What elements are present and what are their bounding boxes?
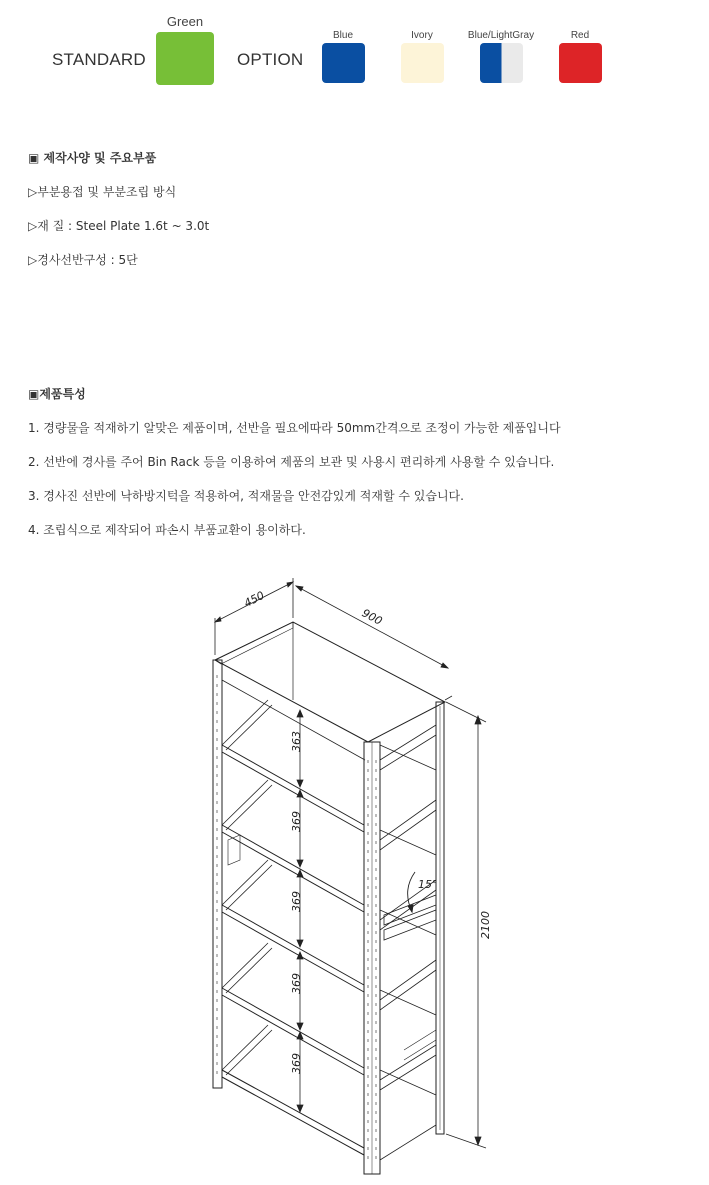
color-options-bar — [0, 0, 709, 100]
swatch-name-green: Green — [166, 14, 204, 29]
shelf-gap-label-3: 369 — [290, 891, 303, 912]
spec-item: ▷재 질 : Steel Plate 1.6t ~ 3.0t — [28, 219, 210, 233]
depth-label: 450 — [241, 588, 267, 610]
swatch-name-blue-lightgray: Blue/LightGray — [467, 30, 535, 41]
swatch-red — [550, 30, 610, 83]
swatch-ivory — [392, 30, 452, 83]
feature-item: 3. 경사진 선반에 낙하방지턱을 적용하여, 적재물을 안전감있게 적재할 수 있습니다. — [28, 489, 464, 503]
feature-item: 2. 선반에 경사를 주어 Bin Rack 등을 이용하여 제품의 보관 및 사용시 편리하게 사용할 수 있습니다. — [28, 455, 555, 469]
spec-item: ▷부분용접 및 부분조립 방식 — [28, 185, 177, 199]
shelf-gap-label-4: 369 — [290, 973, 303, 994]
swatch-color-green — [156, 32, 214, 85]
feature-heading: ▣제품특성 — [28, 387, 86, 401]
height-label: 2100 — [479, 911, 492, 939]
rack-drawing-svg — [0, 560, 709, 1181]
shelf-gap-label-1: 363 — [290, 731, 303, 752]
rack-drawing — [0, 560, 709, 1181]
front-left-post — [213, 660, 222, 1088]
swatch-color-blue-lightgray — [480, 43, 523, 83]
swatch-name-blue: Blue — [332, 30, 353, 41]
width-dimension — [296, 586, 452, 700]
swatch-blue — [313, 30, 373, 83]
width-label: 900 — [359, 606, 385, 628]
feature-item: 4. 조립식으로 제작되어 파손시 부품교환이 용이하다. — [28, 523, 306, 537]
feature-section — [28, 387, 561, 557]
angle-label: 15° — [418, 878, 438, 891]
shelf-5 — [222, 1070, 364, 1155]
option-label: OPTION — [237, 50, 304, 69]
rear-cross-member — [228, 835, 240, 865]
swatch-name-ivory: Ivory — [411, 30, 433, 41]
swatch-color-blue — [322, 43, 365, 83]
rear-cross-member-2 — [404, 1030, 436, 1060]
side-bracing — [380, 725, 436, 1160]
feature-item: 1. 경량물을 적재하기 알맞은 제품이며, 선반을 필요에따라 50mm간격으로 조정이 가능한 제품입니다 — [28, 421, 561, 435]
angle-arrow — [408, 905, 413, 912]
shelves — [222, 745, 364, 1155]
spec-item: ▷경사선반구성 : 5단 — [28, 253, 138, 267]
top-panel — [215, 622, 445, 742]
standard-label: STANDARD — [52, 50, 146, 69]
swatch-name-red: Red — [570, 30, 590, 41]
swatch-color-ivory — [401, 43, 444, 83]
swatch-blue-lightgray — [456, 30, 546, 83]
spec-section — [28, 151, 209, 287]
top-panel-edge — [215, 622, 293, 664]
spec-heading: ▣ 제작사양 및 주요부품 — [28, 151, 157, 165]
depth-dimension — [215, 578, 293, 655]
shelf-gap-label-5: 369 — [290, 1053, 303, 1074]
swatch-green — [150, 14, 220, 85]
swatch-color-red — [559, 43, 602, 83]
shelf-gap-label-2: 369 — [290, 811, 303, 832]
